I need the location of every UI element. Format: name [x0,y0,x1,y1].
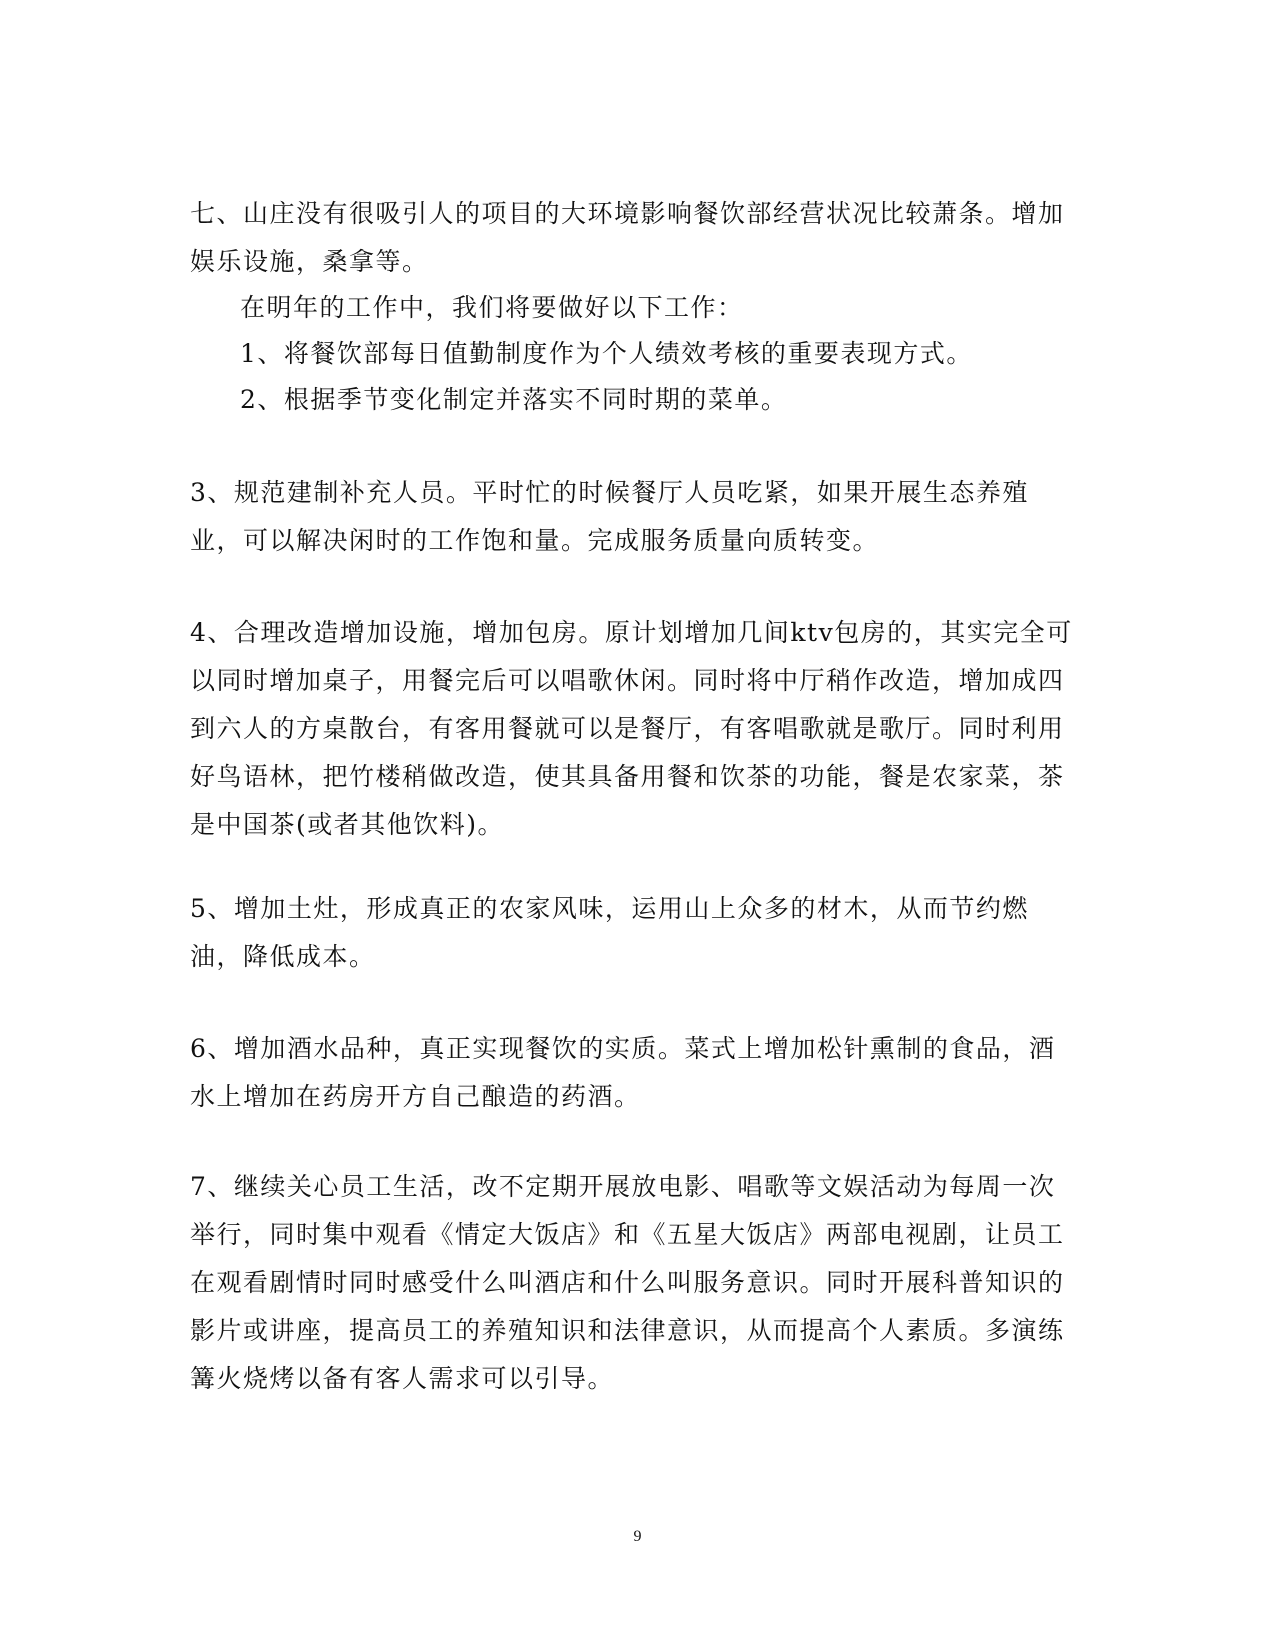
paragraph-item-5: 5、增加土灶，形成真正的农家风味，运用山上众多的材木，从而节约燃油，降低成本。 [190,894,1029,971]
paragraph-item-2: 2、根据季节变化制定并落实不同时期的菜单。 [240,385,788,414]
paragraph-item-3: 3、规范建制补充人员。平时忙的时候餐厅人员吃紧，如果开展生态养殖业，可以解决闲时的工作饱和量。完成服务质量向质转变。 [190,478,1029,555]
paragraph-item-1: 1、将餐饮部每日值勤制度作为个人绩效考核的重要表现方式。 [240,339,973,368]
page-number: 9 [633,1528,642,1545]
paragraph-section-seven: 七、山庄没有很吸引人的项目的大环境影响餐饮部经营状况比较萧条。增加娱乐设施，桑拿等。 [190,199,1065,276]
paragraph-next-year-intro: 在明年的工作中，我们将要做好以下工作： [240,293,744,322]
paragraph-item-7: 7、继续关心员工生活，改不定期开展放电影、唱歌等文娱活动为每周一次举行，同时集中观看《情定大饭店》和《五星大饭店》两部电视剧，让员工在观看剧情时同时感受什么叫酒店和什么叫服务意识。同时开展科普知识的影片或讲座，提高员工的养殖知识和法律意识，从而提高个人素质。多演练篝火烧烤以备有客人需求可以引导。 [190,1172,1065,1393]
paragraph-item-4: 4、合理改造增加设施，增加包房。原计划增加几间ktv包房的，其实完全可以同时增加桌子，用餐完后可以唱歌休闲。同时将中厅稍作改造，增加成四到六人的方桌散台，有客用餐就可以是餐厅，有客唱歌就是歌厅。同时利用好鸟语林，把竹楼稍做改造，使其具备用餐和饮茶的功能，餐是农家菜，茶是中国茶(或者其他饮料)。 [190,618,1073,839]
paragraph-item-6: 6、增加酒水品种，真正实现餐饮的实质。菜式上增加松针熏制的食品，酒水上增加在药房开方自己酿造的药酒。 [190,1034,1056,1111]
